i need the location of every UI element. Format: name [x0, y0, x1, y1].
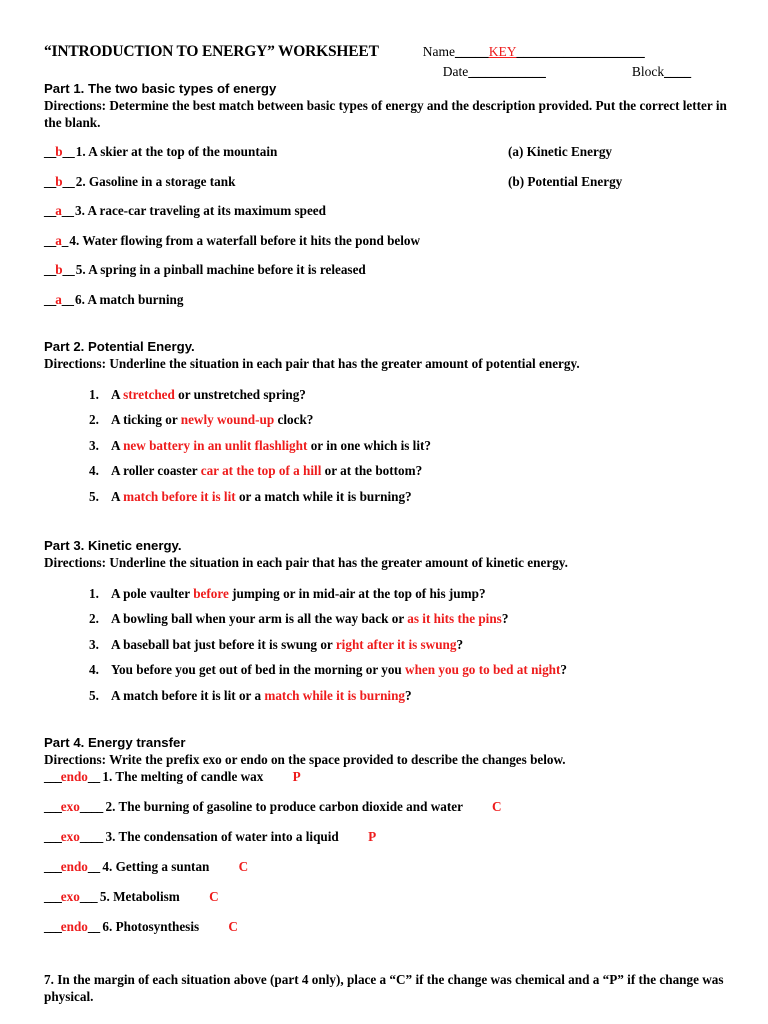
- item-text: [111, 387, 728, 413]
- item-number: 5.: [99, 888, 110, 904]
- item-text-pre: You before you get out of bed in the morning or you: [111, 662, 406, 678]
- item-number: 5.: [89, 488, 99, 504]
- answer-word: exo: [60, 798, 80, 814]
- blank-left: ___: [44, 918, 61, 934]
- blank-left: __: [44, 291, 56, 307]
- answer-letter: b: [55, 262, 63, 278]
- item-text-pre: A bowling ball when your arm is all the way back or: [111, 611, 408, 627]
- blank-right: __: [62, 173, 74, 189]
- item-text: Gasoline in a storage tank: [88, 173, 236, 189]
- blank-left: ___: [44, 828, 61, 844]
- blank-left: ___: [44, 768, 61, 784]
- choice-kinetic: (a) Kinetic Energy: [508, 144, 613, 160]
- blank-left: __: [44, 144, 56, 160]
- item-text: The melting of candle wax: [115, 768, 264, 784]
- item-text: [111, 662, 728, 688]
- item-number: 3.: [105, 828, 116, 844]
- answer-letter: a: [55, 232, 62, 248]
- part1-answer-blank[interactable]: [44, 203, 73, 219]
- item-number: 1.: [89, 585, 99, 601]
- part3-item: [44, 637, 728, 663]
- part4-answer-blank[interactable]: [44, 769, 99, 785]
- item-text-pre: A ticking or: [111, 412, 181, 428]
- part2-directions: Directions: Underline the situation in each pair that has the greater amount of potential energy.: [44, 355, 580, 371]
- item-text: The burning of gasoline to produce carbon dioxide and water: [118, 798, 463, 814]
- worksheet-content: [44, 42, 728, 1006]
- change-type-mark: C: [238, 858, 249, 874]
- part2-heading: Part 2. Potential Energy.: [44, 339, 195, 355]
- part4-answer-blank[interactable]: [44, 799, 102, 815]
- item-number: 2.: [105, 798, 116, 814]
- item-text: [111, 412, 728, 438]
- blank-left: __: [44, 203, 56, 219]
- blank-left: __: [44, 173, 56, 189]
- underlined-answer[interactable]: match while it is burning: [264, 687, 406, 703]
- part1-answer-blank[interactable]: [44, 233, 67, 249]
- date-block-line: [423, 62, 691, 82]
- part4-item: [44, 919, 728, 949]
- part1-item: [44, 144, 728, 174]
- item-text-post: ?: [405, 687, 412, 703]
- item-text-pre: A pole vaulter: [111, 585, 194, 601]
- item-text: Getting a suntan: [115, 858, 210, 874]
- item-text: [111, 637, 728, 663]
- block-label: Block: [631, 63, 665, 79]
- name-value: KEY: [488, 44, 517, 59]
- part1-heading: Part 1. The two basic types of energy: [44, 81, 277, 97]
- item-text: Water flowing from a waterfall before it hits the pond below: [82, 232, 421, 248]
- answer-word: endo: [60, 918, 88, 934]
- part4-heading: Part 4. Energy transfer: [44, 735, 186, 751]
- part1-answer-blank[interactable]: [44, 174, 74, 190]
- choice-potential: (b) Potential Energy: [508, 173, 623, 189]
- name-rule-after: ___________________: [516, 44, 645, 59]
- part2-item: [44, 412, 728, 438]
- part1-item-list: [44, 144, 728, 321]
- part1-item: [44, 262, 728, 292]
- item-text-post: clock?: [274, 412, 314, 428]
- part1-directions: Directions: Determine the best match between basic types of energy and the description provided. Put the correct letter in the blank.: [44, 97, 727, 130]
- part4-item: [44, 799, 728, 829]
- item-number: 2.: [75, 173, 86, 189]
- item-text-pre: A baseball bat just before it is swung or: [111, 636, 336, 652]
- item-number: 4.: [89, 463, 99, 479]
- blank-right: _: [61, 232, 68, 248]
- part4-item: [44, 859, 728, 889]
- item-text-pre: A: [111, 437, 124, 453]
- blank-right: __: [87, 858, 100, 874]
- part3-item: [44, 662, 728, 688]
- item-text: A spring in a pinball machine before it is released: [88, 262, 366, 278]
- part4-item: [44, 769, 728, 799]
- item-number: 5.: [75, 262, 86, 278]
- item-number: 4.: [89, 662, 99, 678]
- date-label: Date: [442, 63, 469, 79]
- answer-letter: a: [55, 203, 62, 219]
- blank-left: __: [44, 262, 56, 278]
- item-text: The condensation of water into a liquid: [118, 828, 339, 844]
- item-number: 2.: [89, 611, 99, 627]
- blank-left: ___: [44, 858, 61, 874]
- part4-answer-blank[interactable]: [44, 859, 99, 875]
- part1-item: [44, 292, 728, 322]
- item-text: A skier at the top of the mountain: [88, 144, 278, 160]
- part4-item-list: [44, 769, 728, 949]
- item-text-post: ?: [560, 662, 567, 678]
- item-number: 3.: [89, 437, 99, 453]
- name-rule-before: _____: [454, 44, 489, 59]
- part4-directions: Directions: Write the prefix exo or endo on the space provided to describe the changes below.: [44, 751, 566, 767]
- date-rule: ___________: [468, 63, 546, 79]
- item-text-pre: A match before it is lit or a: [111, 687, 265, 703]
- part3-heading: Part 3. Kinetic energy.: [44, 538, 182, 554]
- blank-right: ____: [79, 828, 103, 844]
- underlined-answer[interactable]: as it hits the pins: [407, 611, 502, 627]
- item-text-post: or at the bottom?: [321, 463, 423, 479]
- item-number: 1.: [89, 386, 99, 402]
- item-text-pre: A roller coaster: [111, 463, 201, 479]
- blank-right: __: [62, 262, 74, 278]
- blank-right: __: [61, 291, 73, 307]
- answer-word: endo: [60, 768, 88, 784]
- blank-right: __: [61, 203, 73, 219]
- blank-left: ___: [44, 888, 61, 904]
- item-text: Photosynthesis: [115, 918, 200, 934]
- underlined-answer[interactable]: stretched: [123, 386, 175, 402]
- part4-answer-blank[interactable]: [44, 889, 97, 905]
- item-text: A match burning: [87, 291, 184, 307]
- answer-letter: b: [55, 144, 63, 160]
- part2-item: [44, 438, 728, 464]
- name-line: [423, 42, 691, 62]
- part2-item: [44, 387, 728, 413]
- underlined-answer[interactable]: right after it is swung: [335, 636, 457, 652]
- underlined-answer[interactable]: before: [193, 585, 229, 601]
- change-type-mark: C: [492, 798, 502, 814]
- document-header: [44, 42, 728, 81]
- answer-word: exo: [60, 888, 80, 904]
- item-text: [111, 586, 728, 612]
- underlined-answer[interactable]: match before it is lit: [123, 488, 236, 504]
- part3-item: [44, 586, 728, 612]
- item-number: 6.: [102, 918, 113, 934]
- change-type-mark: P: [292, 768, 301, 784]
- part2-item-list: [44, 387, 728, 515]
- item-number: 1.: [102, 768, 113, 784]
- part1-item: [44, 203, 728, 233]
- part3-directions: Directions: Underline the situation in each pair that has the greater amount of kinetic energy.: [44, 554, 568, 570]
- blank-right: ___: [79, 888, 97, 904]
- block-rule: ____: [664, 63, 692, 79]
- question-7: 7. In the margin of each situation above (part 4 only), place a “C” if the change was chemical and a “P” if the change was physical.: [44, 971, 724, 1005]
- name-label: Name: [422, 44, 455, 59]
- blank-right: __: [87, 918, 100, 934]
- item-text: [111, 463, 728, 489]
- part1-answer-blank[interactable]: [44, 144, 74, 160]
- part1-item: [44, 174, 728, 204]
- part3-item-list: [44, 586, 728, 714]
- part4-item: [44, 889, 728, 919]
- underlined-answer[interactable]: new battery in an unlit flashlight: [123, 437, 308, 453]
- part4-answer-blank[interactable]: [44, 829, 102, 845]
- change-type-mark: C: [209, 888, 219, 904]
- item-text-post: jumping or in mid-air at the top of his jump?: [228, 585, 486, 601]
- blank-left: ___: [44, 798, 61, 814]
- item-text: A race-car traveling at its maximum speed: [87, 203, 326, 219]
- part2-item: [44, 463, 728, 489]
- part3-item: [44, 688, 728, 714]
- underlined-answer[interactable]: when you go to bed at night: [405, 662, 561, 678]
- item-number: 3.: [74, 203, 85, 219]
- item-text-post: ?: [501, 611, 509, 627]
- part1-item: [44, 233, 728, 263]
- student-info-block: [423, 42, 691, 81]
- blank-right: __: [62, 144, 74, 160]
- part1-answer-blank[interactable]: [44, 292, 73, 308]
- change-type-mark: P: [368, 828, 377, 844]
- item-text: [111, 489, 728, 515]
- item-number: 5.: [89, 687, 99, 703]
- part1-answer-blank[interactable]: [44, 262, 74, 278]
- item-number: 3.: [89, 636, 99, 652]
- blank-left: __: [44, 232, 56, 248]
- item-number: 2.: [89, 412, 99, 428]
- item-text: Metabolism: [113, 888, 180, 904]
- item-number: 4.: [69, 232, 80, 248]
- change-type-mark: C: [228, 918, 238, 934]
- item-text: [111, 611, 728, 637]
- item-text-post: or a match while it is burning?: [235, 488, 412, 504]
- underlined-answer[interactable]: car at the top of a hill: [200, 463, 322, 479]
- part3-item: [44, 611, 728, 637]
- item-text: [111, 688, 728, 714]
- blank-right: ____: [79, 798, 103, 814]
- item-text-pre: A: [111, 386, 124, 402]
- item-text-post: or unstretched spring?: [174, 386, 306, 402]
- page-title: “INTRODUCTION TO ENERGY” WORKSHEET: [44, 43, 379, 60]
- answer-letter: a: [55, 291, 62, 307]
- answer-word: exo: [60, 828, 80, 844]
- part4-answer-blank[interactable]: [44, 919, 99, 935]
- item-number: 6.: [74, 291, 85, 307]
- item-text-post: ?: [456, 636, 464, 652]
- part4-item: [44, 829, 728, 859]
- item-text: [111, 438, 728, 464]
- item-text-post: or in one which is lit?: [307, 437, 431, 453]
- item-number: 1.: [75, 144, 86, 160]
- part2-item: [44, 489, 728, 515]
- underlined-answer[interactable]: newly wound-up: [180, 412, 275, 428]
- answer-letter: b: [55, 173, 63, 189]
- answer-word: endo: [60, 858, 88, 874]
- blank-right: __: [87, 768, 100, 784]
- item-number: 4.: [102, 858, 113, 874]
- item-text-pre: A: [111, 488, 124, 504]
